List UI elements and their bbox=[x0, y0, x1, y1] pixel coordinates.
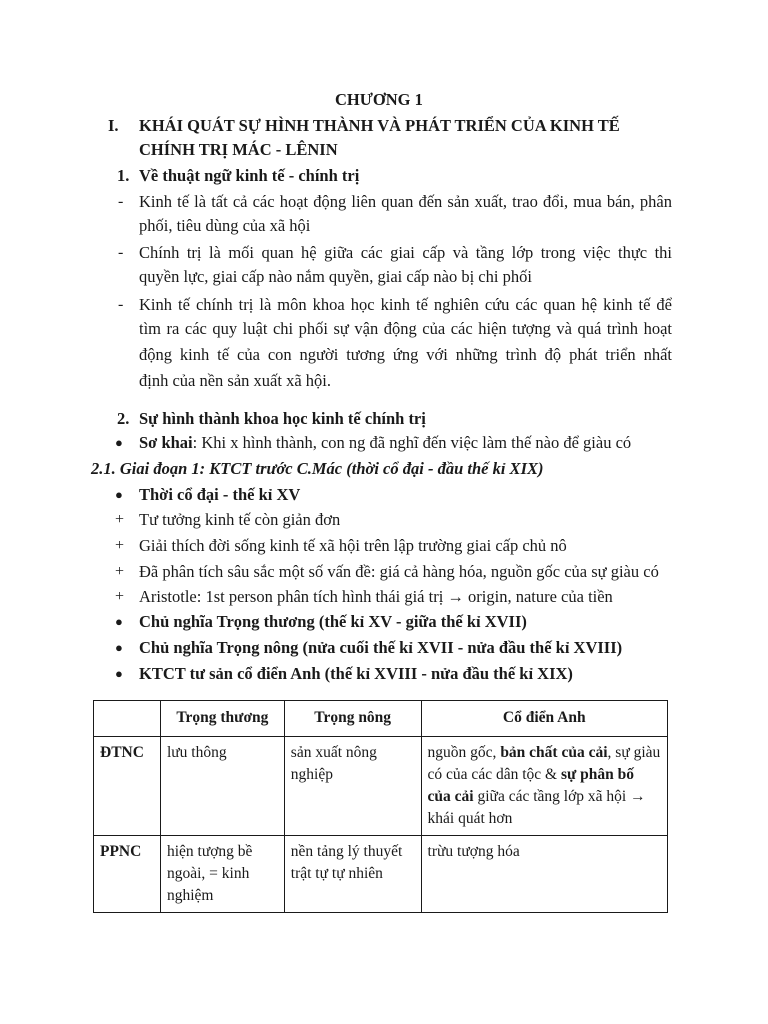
table-header-cell bbox=[94, 701, 161, 737]
section-numeral: I. bbox=[108, 116, 119, 135]
sokhai-label: Sơ khai bbox=[139, 433, 193, 452]
bullet-3-line2: tìm ra các quy luật chi phối sự vận động của các hiện tượng và quá trình hoạt bbox=[139, 319, 672, 338]
table-row bbox=[94, 836, 668, 913]
phase-1-title: 2.1. Giai đoạn 1: KTCT trước C.Mác (thời cổ đại - đầu thế kỉ XIX) bbox=[91, 459, 544, 478]
table-cell bbox=[421, 737, 667, 836]
section-title-line1: KHÁI QUÁT SỰ HÌNH THÀNH VÀ PHÁT TRIỂN CỦA KINH TẾ bbox=[139, 116, 620, 135]
ancient-period: Thời cổ đại - thế kỉ XV bbox=[139, 485, 301, 504]
table-cell: trừu tượng hóa bbox=[421, 836, 667, 913]
table-cell: nền tảng lý thuyết trật tự tự nhiên bbox=[284, 836, 421, 913]
bullet-marker: ● bbox=[115, 614, 123, 629]
bullet-3-line3: động kinh tế của con người tương ứng với những trình độ phát triển nhất bbox=[139, 345, 672, 364]
school-physiocracy: Chủ nghĩa Trọng nông (nửa cuối thế kỉ XVII - nửa đầu thế kỉ XVIII) bbox=[139, 638, 623, 657]
table-header-cell: Trọng nông bbox=[284, 701, 421, 737]
plus-marker: + bbox=[115, 588, 125, 605]
dash-marker: - bbox=[118, 244, 124, 261]
plus-item-3: Đã phân tích sâu sắc một số vấn đề: giá cả hàng hóa, nguồn gốc của sự giàu có bbox=[139, 562, 659, 581]
bullet-marker: ● bbox=[115, 666, 123, 681]
plus-marker: + bbox=[115, 511, 125, 528]
plus-marker: + bbox=[115, 537, 125, 554]
subsection-2-number: 2. bbox=[117, 409, 130, 428]
bullet-marker: ● bbox=[115, 435, 123, 450]
subsection-1-number: 1. bbox=[117, 166, 130, 185]
table-row-label: PPNC bbox=[94, 836, 161, 913]
table-row bbox=[94, 737, 668, 836]
chapter-title: CHƯƠNG 1 bbox=[335, 90, 423, 109]
cell-text-bold: sự phân bố của cải bbox=[427, 766, 635, 805]
table-header-row bbox=[94, 701, 668, 737]
table-cell: lưu thông bbox=[160, 737, 284, 836]
sokhai-line bbox=[139, 431, 631, 455]
school-classical-english: KTCT tư sản cổ điển Anh (thế kỉ XVIII - nửa đầu thế kỉ XIX) bbox=[139, 664, 573, 683]
table-cell: hiện tượng bề ngoài, = kinh nghiệm bbox=[160, 836, 284, 913]
bullet-3-line4: định của nền sản xuất xã hội. bbox=[139, 371, 331, 390]
bullet-3-line1: Kinh tế chính trị là môn khoa học kinh tế nghiên cứu các quan hệ kinh tế để bbox=[139, 295, 672, 314]
plus-item-1: Tư tưởng kinh tế còn giản đơn bbox=[139, 510, 341, 529]
table-cell: sản xuất nông nghiệp bbox=[284, 737, 421, 836]
bullet-2-line1: Chính trị là mối quan hệ giữa các giai cấp và tầng lớp trong việc thực thi bbox=[139, 243, 672, 262]
table-header-cell: Trọng thương bbox=[160, 701, 284, 737]
subsection-2-title: Sự hình thành khoa học kinh tế chính trị bbox=[139, 409, 426, 428]
table-header-cell: Cổ điển Anh bbox=[421, 701, 667, 737]
table-row-label: ĐTNC bbox=[94, 737, 161, 836]
plus-item-4: Aristotle: 1st person phân tích hình thái giá trị → origin, nature của tiền bbox=[139, 587, 613, 606]
bullet-marker: ● bbox=[115, 487, 123, 502]
bullet-1-line2: phối, tiêu dùng của xã hội bbox=[139, 216, 311, 235]
bullet-marker: ● bbox=[115, 640, 123, 655]
cell-text: , sự giàu có của các dân tộc & bbox=[427, 744, 661, 783]
plus-item-2: Giải thích đời sống kinh tế xã hội trên lập trường giai cấp chủ nô bbox=[139, 536, 567, 555]
plus-marker: + bbox=[115, 563, 125, 580]
cell-text: nguồn gốc, bbox=[427, 744, 501, 761]
dash-marker: - bbox=[118, 296, 124, 313]
section-title-line2: CHÍNH TRỊ MÁC - LÊNIN bbox=[139, 140, 338, 159]
sokhai-text: : Khi x hình thành, con ng đã nghĩ đến việc làm thế nào để giàu có bbox=[192, 433, 632, 452]
cell-text-bold: bản chất của cải bbox=[500, 744, 608, 761]
bullet-1-line1: Kinh tế là tất cả các hoạt động liên quan đến sản xuất, trao đổi, mua bán, phân bbox=[139, 192, 672, 211]
dash-marker: - bbox=[118, 193, 124, 210]
comparison-table bbox=[93, 700, 668, 913]
bullet-2-line2: quyền lực, giai cấp nào nắm quyền, giai cấp nào bị chi phối bbox=[139, 267, 532, 286]
school-mercantilism: Chủ nghĩa Trọng thương (thế kỉ XV - giữa thế kỉ XVII) bbox=[139, 612, 527, 631]
cell-text: giữa các tầng lớp xã hội → khái quát hơn bbox=[427, 788, 646, 827]
subsection-1-title: Về thuật ngữ kinh tế - chính trị bbox=[139, 166, 360, 185]
